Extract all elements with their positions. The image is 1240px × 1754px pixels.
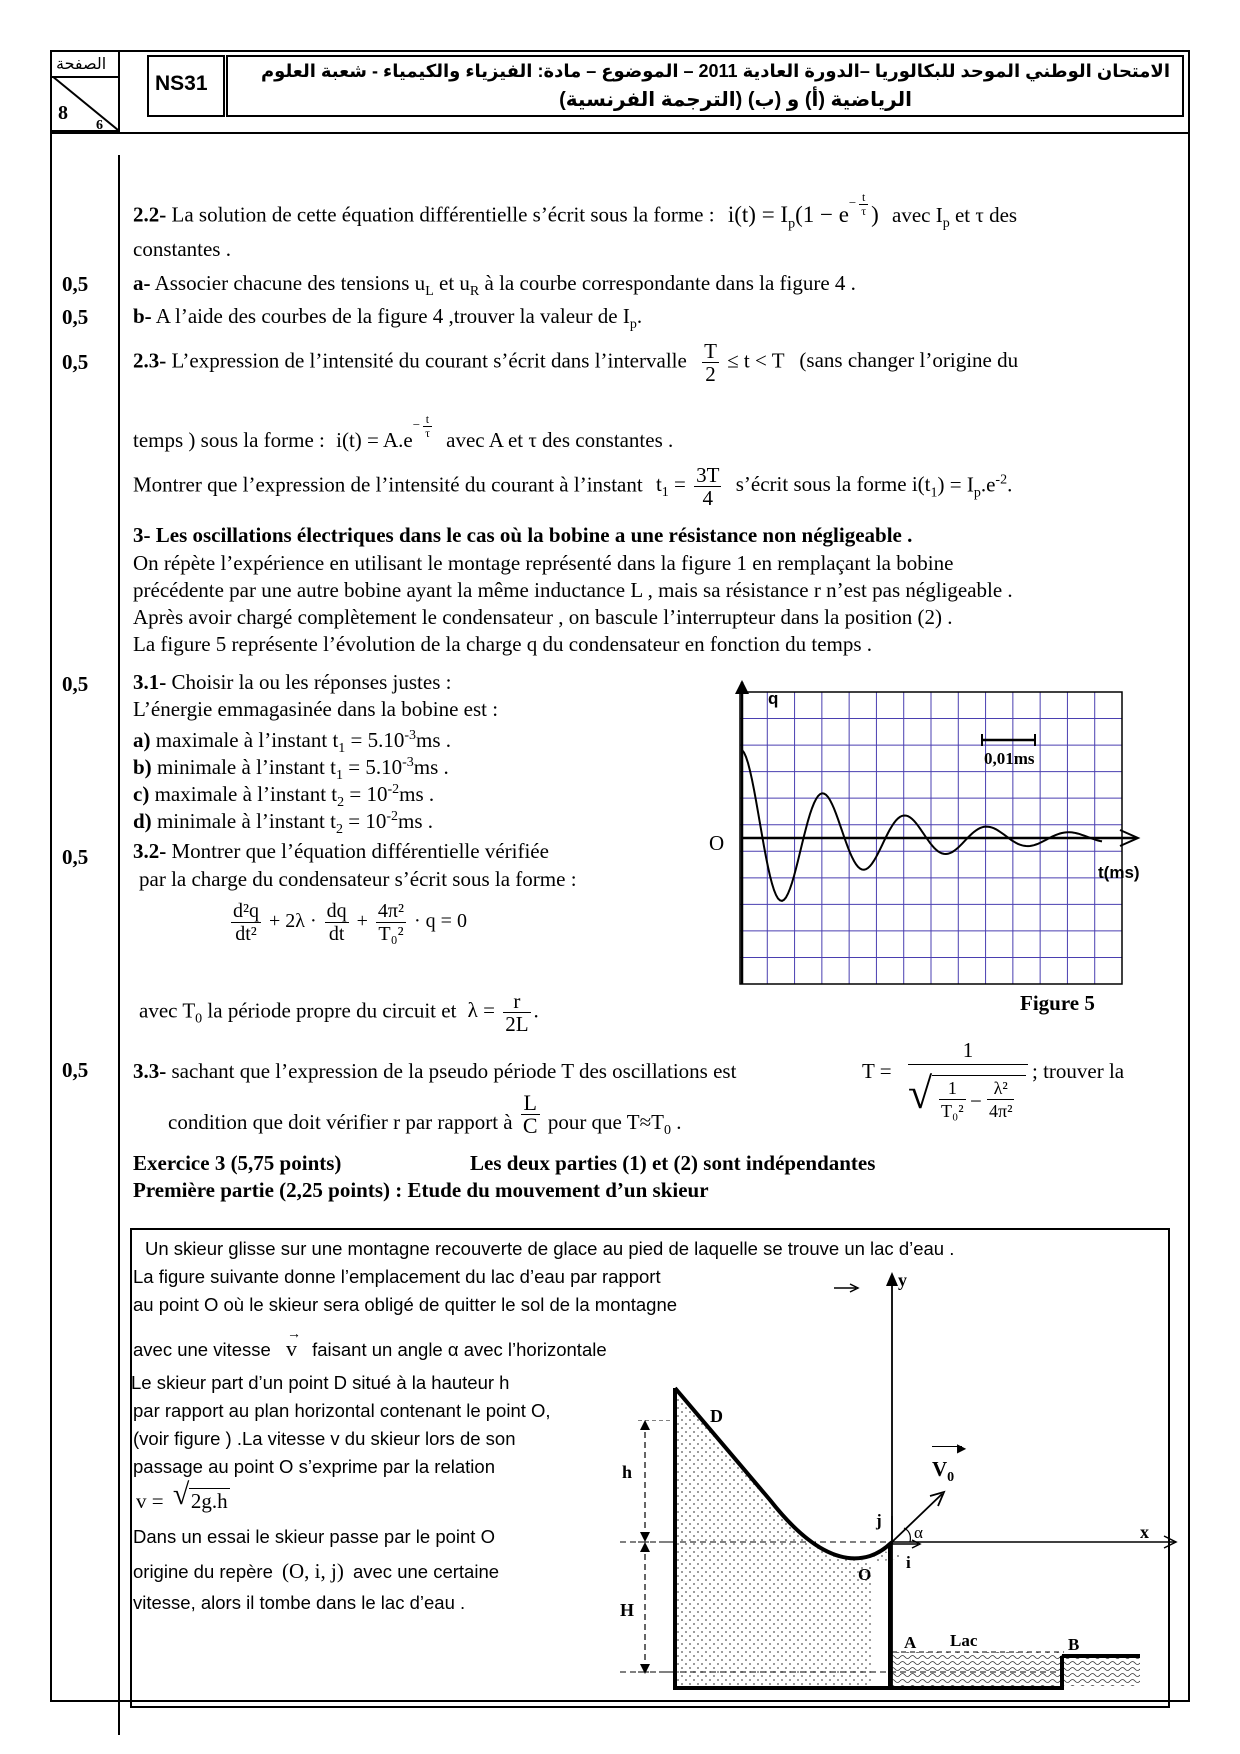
section3-p4: La figure 5 représente l’évolution de la charge q du condensateur en fonction du temps . [133, 632, 873, 656]
label-D: D [710, 1406, 723, 1426]
q32-line-2: par la charge du condensateur s’écrit sous la forme : [139, 867, 577, 891]
q23-line-2: temps ) sous la forme : $i(t) = A.e^{- \frac{t}{\tau}}$ avec A et τ des constantes . [133, 411, 674, 452]
ex3-line-11: Dans un essai le skieur passe par le point O [133, 1526, 495, 1547]
page-label: الصفحة [56, 56, 107, 73]
height-markers [620, 1420, 680, 1710]
q22-b: b- A l’aide des courbes de la figure 4 ,trouver la valeur de $I_p$. [133, 304, 643, 333]
ex3-line-6: par rapport au plan horizontal contenant le point O, [133, 1400, 551, 1421]
label-alpha: α [914, 1523, 923, 1542]
q33-period-formula: T = [862, 1059, 892, 1083]
ex3-line-9: v = √ 2g.h [136, 1478, 228, 1513]
ex3-line-2: au point O où le skieur sera obligé de quitter le sol de la montagne [133, 1294, 678, 1315]
label-H: H [620, 1600, 635, 1620]
ex3-line-1: La figure suivante donne l’emplacement du lac d’eau par rapport [133, 1266, 661, 1287]
header-title-box [226, 55, 1184, 117]
figure5-y-label: q [768, 689, 779, 708]
section3-p3: Après avoir chargé complètement le condensateur , on bascule l’interrupteur dans la position (2) . [133, 605, 953, 629]
q32-equation: $\frac{\text{d²q}}{\text{dt²}}$ + 2λ · $\frac{dq}{dt}$ + $\frac{\text{4π²}}{\text{T₀²}}$ · q = 0 [233, 900, 467, 945]
label-y: y [898, 1270, 907, 1290]
label-O: O [858, 1565, 872, 1584]
exam-code-box [147, 55, 225, 117]
q31-intro: L’énergie emmagasinée dans la bobine est : [133, 697, 499, 721]
label-h: h [622, 1462, 633, 1482]
ex3-part1: Première partie (2,25 points) : Etude du mouvement d’un skieur [133, 1178, 709, 1202]
label-lac: Lac [950, 1631, 978, 1650]
v0-label: $V_0$ [932, 1457, 955, 1486]
q22-a: a- Associer chacune des tensions $u_L$ et $u_R$ à la courbe correspondante dans la figure 4 . [133, 271, 856, 300]
q33-tail: ; trouver la [1032, 1059, 1125, 1083]
q33-period-fraction: 1 √ $\frac{1}{\text{T₀²}}$ − $\frac{\text{λ²}}{\text{4π²}}$ [908, 1036, 1028, 1127]
figure5-origin: O [709, 831, 725, 855]
ex3-line-5: Le skieur part d’un point D situé à la hauteur h [131, 1372, 510, 1393]
q22-text: La solution de cette équation différentielle s’écrit sous la forme : [171, 202, 715, 227]
q31-option-c: c) maximale à l’instant $t_2 = 10^{-2}ms$ . [133, 782, 435, 811]
sqrt-formula: √ 2g.h [172, 1478, 228, 1513]
q31-option-d: d) minimale à l’instant $t_2 = 10^{-2}ms$ . [133, 809, 434, 838]
q22-line-1 [133, 189, 1018, 237]
H-dim-top-arrow [640, 1542, 650, 1552]
section3-p2: précédente par une autre bobine ayant la même inductance L , mais sa résistance r n’est pas négligeable . [133, 578, 1013, 602]
q23-line-3: Montrer que l’expression de l’intensité du courant à l’instant $t_1$ = $\frac{3T}{4}$ s’écrit sous la forme $i(t_1) = I_p.e^{-2}$. [133, 463, 1013, 510]
mark-23: 0,5 [62, 350, 89, 374]
ex3-line-12: origine du repère (O, i, j) avec une certaine [133, 1559, 500, 1583]
label-A: A [904, 1633, 917, 1652]
header-separator [50, 132, 1190, 134]
q23-line-1: 2.3- L’expression de l’intensité du courant s’écrit dans l’intervalle $\frac{T}{2}$ ≤ t < T (sans changer l’origine du [133, 339, 1019, 386]
mountain-body [675, 1388, 902, 1686]
skier-figure [620, 1270, 1180, 1700]
label-B: B [1068, 1635, 1080, 1654]
figure5-x-label: t(ms) [1098, 863, 1140, 882]
ex3-line-8: passage au point O s’exprime par la relation [133, 1456, 495, 1477]
ex3-subtitle: Les deux parties (1) et (2) sont indépendantes [470, 1151, 876, 1175]
ex3-line-0: Un skieur glisse sur une montagne recouverte de glace au pied de laquelle se trouve un lac d’eau . [145, 1238, 955, 1259]
exam-code: NS31 [155, 72, 208, 95]
mark-33: 0,5 [62, 1058, 89, 1082]
v0-arrow-head: ▶ [957, 1441, 967, 1455]
section3-title: 3- Les oscillations électriques dans le cas où la bobine a une résistance non négligeable . [133, 523, 913, 547]
q22-number: 2.2- [133, 202, 167, 227]
q32-line-1: 3.2- Montrer que l’équation différentielle vérifiée [133, 839, 549, 863]
header-line-2: الرياضية (أ) و (ب) (الترجمة الفرنسية) [559, 89, 912, 111]
h-dim-bottom-arrow [640, 1532, 650, 1542]
ex3-line-7: (voir figure ) .La vitesse v du skieur lors de son [133, 1428, 516, 1449]
figure5-chart [700, 680, 1150, 1000]
q23-t-over-2: $\frac{T}{2}$ [704, 339, 717, 386]
q22-tail: avec $I_p$ et τ des [892, 202, 1018, 231]
q31-line-1: 3.1- Choisir la ou les réponses justes : [133, 670, 452, 694]
q33-sqrt-sign: √ [908, 1069, 933, 1118]
q22-line-2: constantes . [133, 237, 231, 261]
figure5-caption: Figure 5 [1020, 991, 1095, 1015]
label-j: j [876, 1511, 882, 1530]
q31-option-a: a) maximale à l’instant $t_1 = 5.10^{-3}ms$ . [133, 728, 452, 757]
section3-p1: On répète l’expérience en utilisant le montage représenté dans la figure 1 en remplaçant la bobine [133, 551, 954, 575]
page-number: 8 [58, 102, 68, 124]
h-dim-top-arrow [640, 1420, 650, 1430]
ex3-line-14: vitesse, alors il tombe dans le lac d’eau . [133, 1592, 466, 1613]
mark-b: 0,5 [62, 305, 89, 329]
q31-option-b: b) minimale à l’instant $t_1 = 5.10^{-3}ms$ . [133, 755, 449, 784]
q23-3t-over-4: $\frac{3T}{4}$ [696, 463, 720, 510]
q22-formula: $i(t) = I_p(1 - e^{- \frac{t}{\tau}}$ ) [727, 189, 879, 232]
ex3-line-3: avec une vitesse → v faisant un angle α avec l’horizontale [133, 1327, 607, 1361]
label-i: i [906, 1553, 911, 1572]
mark-a: 0,5 [62, 272, 89, 296]
q32-avec: avec $T_0$ la période propre du circuit et λ = $\frac{r}{2L}$ . [139, 989, 539, 1036]
velocity-vector-symbol: → v [285, 1327, 301, 1361]
q23-formula: $i(t) = A.e^{- \frac{t}{\tau}}$ [336, 411, 430, 452]
repere-symbol: (O, i, j) [282, 1559, 344, 1583]
label-x: x [1140, 1522, 1149, 1542]
q33-line-1: 3.3- sachant que l’expression de la pseudo période T des oscillations est [133, 1059, 737, 1083]
mark-31: 0,5 [62, 672, 89, 696]
ex3-title: Exercice 3 (5,75 points) [133, 1151, 342, 1175]
figure5-scale-label: 0,01ms [984, 749, 1035, 768]
lake-water [892, 1652, 1064, 1686]
page-total: 6 [96, 118, 103, 133]
page-number-box [50, 50, 120, 132]
q33-line-2: condition que doit vérifier r par rapport à $\frac{L}{C}$ pour que $T\approx T_0$ . [168, 1090, 682, 1139]
shore-water [1064, 1658, 1140, 1686]
figure5-y-arrow [735, 680, 749, 694]
mark-32: 0,5 [62, 845, 89, 869]
margin-line [118, 155, 120, 1735]
y-axis-arrow [886, 1272, 898, 1286]
header-line-1: الامتحان الوطني الموحد للبكالوريا –الدورة العادية 2011 – الموضوع – مادة: الفيزياء والكيمياء - شعبة العلوم [260, 61, 1170, 81]
